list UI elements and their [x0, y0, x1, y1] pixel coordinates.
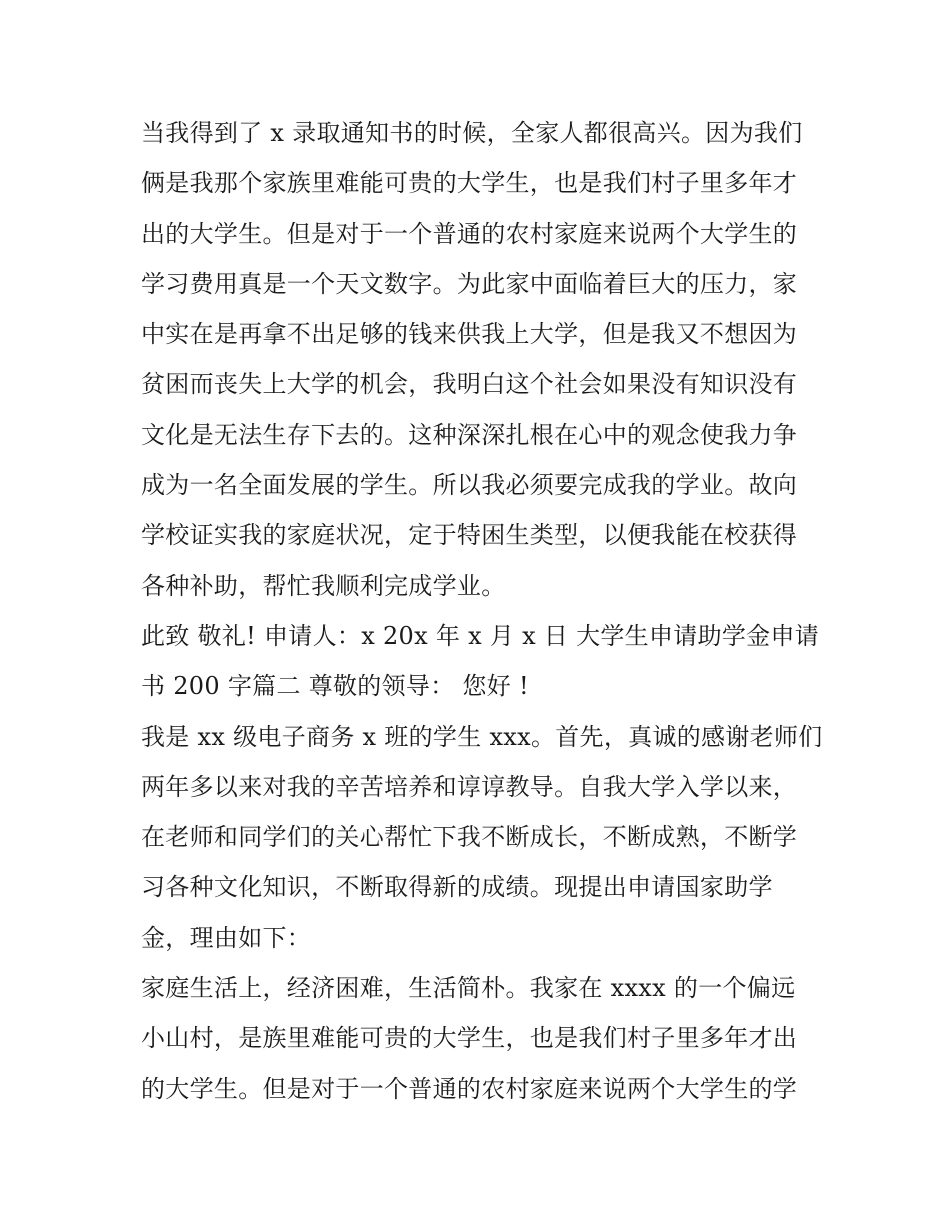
text-line: 两年多以来对我的辛苦培养和谆谆教导。自我大学入学以来，: [141, 772, 798, 801]
text-line: 书 200 字篇二 尊敬的领导： 您好 !: [141, 672, 529, 701]
text-line: 俩是我那个家族里难能可贵的大学生，也是我们村子里多年才: [141, 169, 798, 198]
text-line: 出的大学生。但是对于一个普通的农村家庭来说两个大学生的: [141, 219, 798, 248]
text-line: 成为一名全面发展的学生。所以我必须要完成我的学业。故向: [141, 471, 798, 500]
text-line: 金，理由如下：: [141, 923, 312, 952]
text-line: 当我得到了 x 录取通知书的时候，全家人都很高兴。因为我们: [141, 119, 803, 147]
text-line: 学校证实我的家庭状况，定于特困生类型，以便我能在校获得: [141, 521, 798, 550]
text-line: 习各种文化知识，不断取得新的成绩。现提出申请国家助学: [141, 873, 773, 902]
document-body: [141, 108, 823, 1114]
text-line: 家庭生活上，经济困难，生活简朴。我家在 xxxx 的一个偏远: [141, 974, 796, 1003]
text-line: 小山村，是族里难能可贵的大学生，也是我们村子里多年才出: [141, 1024, 798, 1053]
text-line: 各种补助，帮忙我顺利完成学业。: [141, 571, 506, 600]
text-line: 在老师和同学们的关心帮忙下我不断成长，不断成熟，不断学: [141, 823, 798, 852]
text-line: 学习费用真是一个天文数字。为此家中面临着巨大的压力，家: [141, 269, 798, 298]
text-line: 文化是无法生存下去的。这种深深扎根在心中的观念使我力争: [141, 420, 798, 449]
text-line: 我是 xx 级电子商务 x 班的学生 xxx。首先，真诚的感谢老师们: [141, 722, 823, 751]
text-line: 的大学生。但是对于一个普通的农村家庭来说两个大学生的学: [141, 1074, 798, 1103]
text-line: 中实在是再拿不出足够的钱来供我上大学，但是我又不想因为: [141, 320, 798, 349]
text-line: 此致 敬礼! 申请人：x 20x 年 x 月 x 日 大学生申请助学金申请: [141, 621, 820, 650]
text-line: 贫困而丧失上大学的机会，我明白这个社会如果没有知识没有: [141, 370, 798, 399]
